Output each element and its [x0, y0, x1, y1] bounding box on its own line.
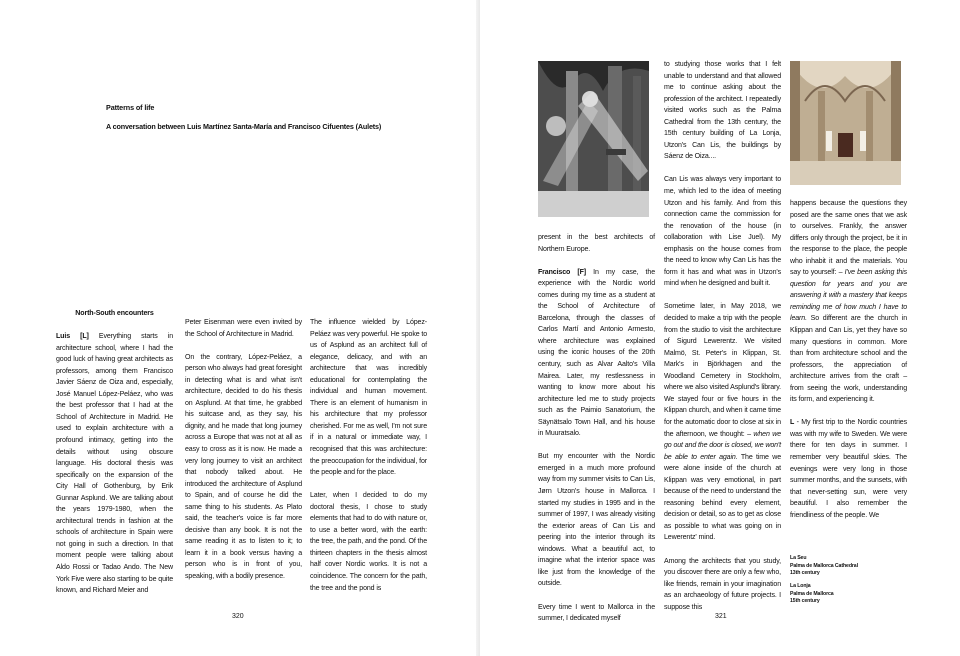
paragraph: present in the best architects of Northern Europe. — [538, 234, 655, 253]
text-column-4 — [538, 232, 655, 625]
lonja-image-icon — [790, 61, 901, 185]
cathedral-image-icon — [538, 61, 649, 217]
speaker-label: L — [790, 419, 795, 427]
text-column-1 — [56, 308, 173, 597]
page-number: 321 — [715, 613, 727, 620]
text-column-2 — [185, 317, 302, 583]
paragraph: Peter Eisenman were even invited by the School of Architecture in Madrid. — [185, 319, 302, 338]
section-heading: North-South encounters — [75, 310, 154, 317]
paragraph: But my encounter with the Nordic emerged in a much more profound way from my summer visits to Can Lis, Jørn Utzon's house in Mallorca. I started my studies in 1995 and in the summer of 1997, I was already visiting the exterior areas of Can Lis and peering into the interior through its windows. What a beautiful act, to imagine what the interior space was like just from the knowledge of the outside. — [538, 453, 655, 588]
text-column-6 — [790, 198, 907, 521]
page-number: 320 — [232, 613, 244, 620]
paragraph: happens because the questions they posed are the same ones that we ask to ourselves. Frankly, the answer differs only through the project, be it in the response to the place, the people who inhabit it and the materials. You say to yourself: – I've been asking this question for years and you are answering it with a mastery that keeps reminding me of how much I have to learn. So different are the church in Klippan and Can Lis, yet they have so many questions in common. More than from architecture school and the professors, the appreciation of architecture arrives from the craft – from seeing the work, understanding its form, and experiencing it. — [790, 200, 908, 404]
la-lonja-photo — [790, 61, 901, 185]
text-column-3 — [310, 317, 427, 594]
paragraph: Among the architects that you study, you discover there are only a few who, like friends, remain in your imagination as an archaeology of future projects. I suppose this — [664, 557, 781, 611]
paragraph: Francisco [F] In my case, the experience with the Nordic world comes during my time as a student at the School of Architecture of Barcelona, through the classes of Carlos Martí and Antonio Armesto, where architecture was explained using the iconic houses of the 20th century, such as Alvar Aalto's Villa Mairea. Later, my restlessness in wanting to know more about his architecture led me to study projects such as the Paimio Sanatorium, the Säynätsalo Town Hall, and his house in Muuratsalo. — [538, 268, 655, 438]
article-subtitle: A conversation between Luis Martínez Santa-María and Francisco Cifuentes (Aulets) — [106, 122, 382, 131]
paragraph: On the contrary, López-Peláez, a person who always had great foresight in detecting what is and what isn't architecture, decided to do his thesis on Asplund. At that time, he grabbed his suitcase and, as they say, his dignity, and he made that long journey across a Europe that was not at all as easy to cross as it is now. He made a very long journey to visit an architect that nobody talked about. He introduced the architecture of Asplund to Spain, and of course he did the same thing to his students. As Plato said, the teacher's voice is far more decisive than any book. It is not the same reading it as to listen to it; to learn it in a book versus having a person who is in front of you, speaking, with a bodily presence. — [185, 353, 302, 581]
speaker-label: Francisco [F] — [538, 268, 586, 276]
la-seu-cathedral-photo — [538, 61, 649, 217]
italic-quote: – when we go out and the door is closed, we won't be able to enter again. — [664, 430, 781, 461]
text-column-5 — [664, 59, 781, 613]
speaker-label: Luis [L] — [56, 333, 89, 341]
paragraph: Every time I went to Mallorca in the summer, I dedicated myself — [538, 603, 655, 623]
paragraph: The influence wielded by López-Peláez was very powerful. He spoke to us of Asplund as an architect full of elegance, delicacy, and with an architecture that was incredibly educational for contemplating the individual and human movement. There is an element of humanism in his architecture that my professor cherished. For me as well, I'm not sure if in a natural or immediate way, I recognised that this was architecture: the preoccupation for the individual, for the people and for the place. — [310, 319, 427, 477]
paragraph: Sometime later, in May 2018, we decided to make a trip with the people from the studio to visit the architecture of Sigurd Lewerentz. We visited Malmö, St. Peter's in Klippan, St. Mark's in Björkhagen and the Woodland Cemetery in Stockholm, where we also visited Asplund's library. We stayed four or five hours in the Klippan church, and when it came time for the automatic door to close at six in the afternoon, we thought: – when we go out and the door is closed, we won't be able to enter again. The time we were alone inside of the church at Klippan was very emotional, in part because of the need to understand the reasoning behind every element, decision or detail, so as to get as close as possible to what was going on in Lewerentz' mind. — [664, 303, 781, 542]
italic-quote: – I've been asking this question for years and you are answering it with a mastery that keeps reminding me of how much I have to learn. — [790, 269, 908, 323]
paragraph: Luis [L] Everything starts in architecture school, where I had the good luck of having great architects as professors, among them Francisco Javier Sáenz de Oiza and, especially, José Manuel López-Peláez, who was the best professor that I had at the School of Architecture in Madrid. He used to explain architecture with a profound intimacy, getting into the details without using obscure language. His doctoral thesis was specifically on the expansion of the City Hall of Gothenburg, by Erik Gunnar Asplund. We are talking about the years 1979-1980, when the architectural trends in fashion at the schools of architecture in Spain were not going in such a direction. In that moment people were talking about Aldo Rossi or Tadao Ando. The New York Five were also starting to be quite known, and Richard Meier and — [56, 333, 173, 595]
paragraph: L - My first trip to the Nordic countries was with my wife to Sweden. We were there for ten days in summer. I remember very beautiful skies. The evenings were very long in those summer months, and the sunsets, with that never-setting sun, were very beautiful. I also remember the friendliness of the people. We — [790, 419, 907, 519]
photo-caption-la-seu: La Seu Palma de Mallorca Cathedral 13th century — [790, 555, 858, 577]
photo-caption-la-lonja: La Lonja Palma de Mallorca 15th century — [790, 583, 834, 605]
paragraph: to studying those works that I felt unable to understand and that allowed me to continue asking about the profession of the architect. I repeatedly visited works such as the Palma Cathedral from the 13th century, the 15th century building of La Lonja, Utzon's Can Lis, the buildings by Sáenz de Oiza.... — [664, 61, 781, 161]
paragraph: Can Lis was always very important to me, which led to the idea of meeting Utzon and his family. And from this connection came the commission for the renovation of the house (in collaboration with Lise Juel). My emphasis on the house comes from the need to know why Can Lis has the form it has and what was in Utzon's mind when he designed and built it. — [664, 176, 781, 288]
paragraph: Later, when I decided to do my doctoral thesis, I chose to study elements that had to do with nature or, to use a better word, with the earth: the tree, the path, and the pond. Of the thirteen chapters in the thesis almost half cover Nordic works. It is not a coincidence. The concern for the path, the tree and the pond is — [310, 492, 427, 592]
article-title: Patterns of life — [106, 103, 155, 112]
